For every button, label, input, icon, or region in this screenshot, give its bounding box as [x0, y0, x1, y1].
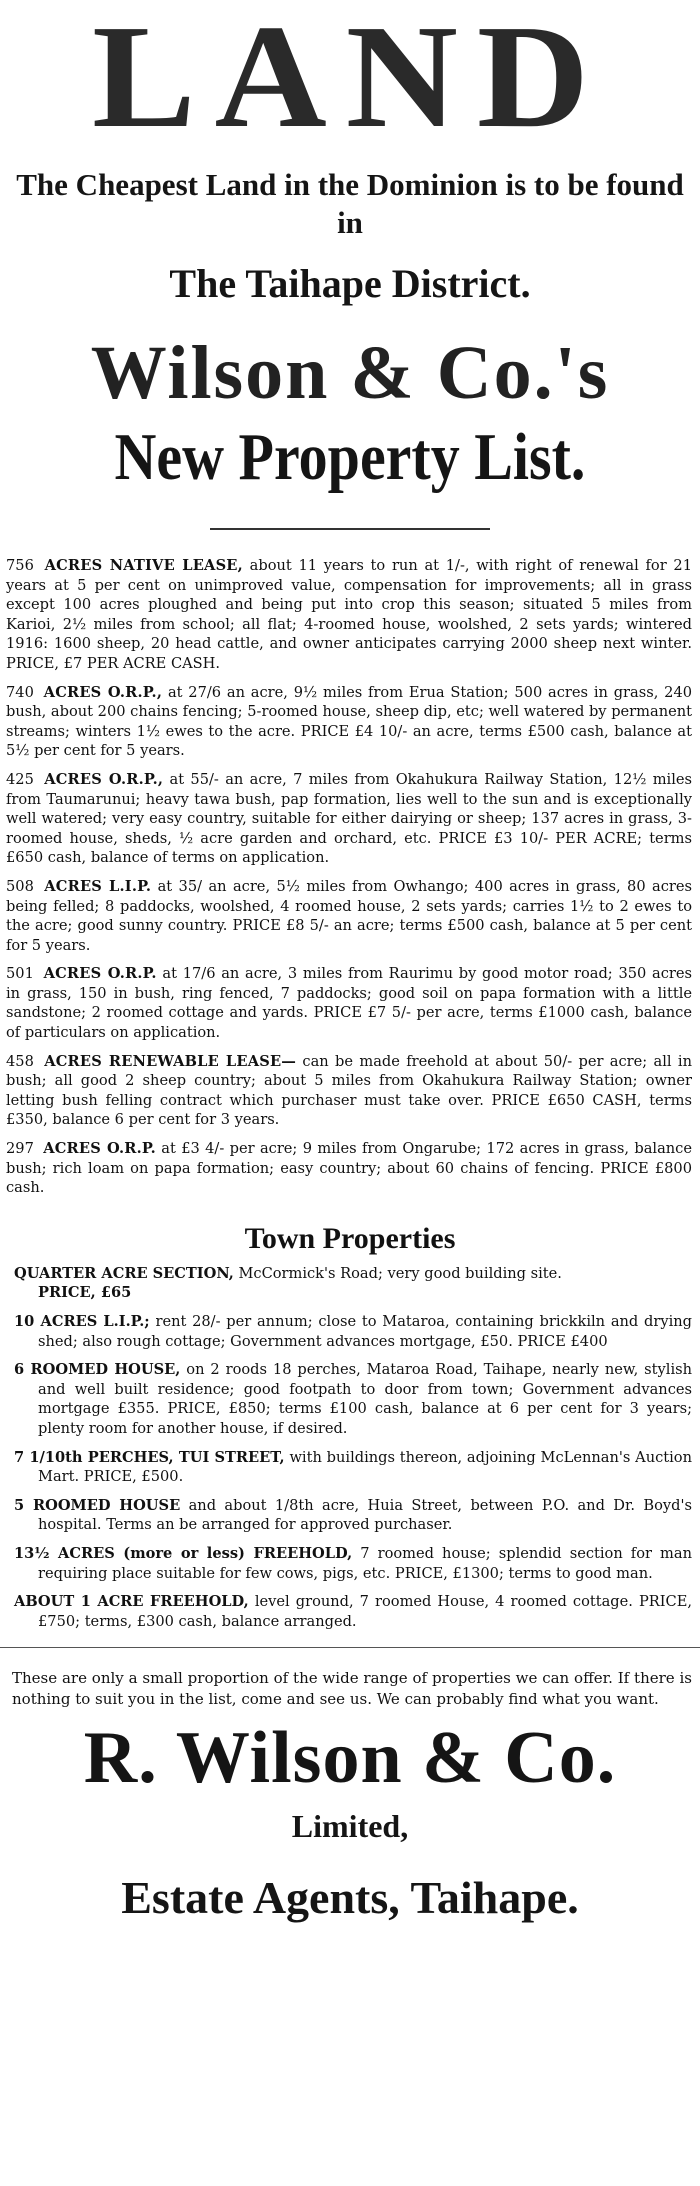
closing-text: These are only a small proportion of the wide range of properties we can offer. If there is nothing to suit you in the list, come and see us. We can probably find what you want.: [12, 1669, 692, 1709]
list-item: [6, 1360, 692, 1438]
listing-text: rent 28/- per annum; close to Mataroa, containing brickkiln and drying shed; also rough cottage; Government advances mortgage, £50. PRICE £400: [38, 1313, 692, 1350]
divider: [210, 528, 490, 530]
listing-text: at 55/- an acre, 7 miles from Okahukura Railway Station, 12½ miles from Taumarunui; heavy tawa bush, pap formation, lies well to the sun and is exceptionally well watered; very easy country, suitable for either dairying or sheep; 137 acres in grass, 3- roomed house, sheds, ½ acre garden and orchard, etc. PRICE £3 10/- PER ACRE; terms £650 cash, balance of terms on application.: [6, 770, 693, 867]
listing-lead: QUARTER ACRE SECTION,: [14, 1264, 234, 1282]
listing-text: at 27/6 an acre, 9½ miles from Erua Station; 500 acres in grass, 240 bush, about 200 chains fencing; 5-roomed house, sheep dip, etc; well watered by permanent streams; winters 1½ ewes to the acre. PRICE £4 10/- an acre, terms £500 cash, balance at 5½ per cent for 5 years.: [6, 683, 693, 760]
list-title: New Property List.: [114, 419, 586, 494]
listing-text: and about 1/8th acre, Huia Street, between P.O. and Dr. Boyd's hospital. Terms an be arranged for approved purchaser.: [38, 1496, 692, 1534]
listing-lead: 10 ACRES L.I.P.;: [14, 1313, 150, 1330]
list-item: [6, 964, 692, 1042]
listing-number: 756: [6, 557, 34, 574]
agent-name: R. Wilson & Co.: [83, 1717, 617, 1800]
town-listings: [0, 1264, 700, 1632]
listing-number: 508: [6, 877, 34, 895]
listing-lead: ACRES NATIVE LEASE,: [44, 557, 243, 574]
list-item: [6, 877, 692, 955]
list-item: [6, 1312, 692, 1351]
listing-lead: ACRES O.R.P.: [43, 1140, 156, 1158]
listing-number: 458: [6, 1052, 34, 1070]
listing-lead: ACRES O.R.P.,: [43, 683, 163, 701]
listing-lead: ACRES RENEWABLE LEASE—: [44, 1052, 297, 1070]
listing-text: level ground, 7 roomed House, 4 roomed cottage. PRICE, £750; terms, £300 cash, balance arranged.: [38, 1593, 693, 1630]
agent-limited: Limited,: [291, 1808, 409, 1845]
list-item: [6, 1496, 692, 1535]
listing-number: 740: [6, 683, 34, 701]
listing-lead: ABOUT 1 ACRE FREEHOLD,: [14, 1593, 249, 1611]
list-item: [6, 1264, 692, 1303]
listing-number: 425: [6, 770, 34, 788]
listing-text: at 35/ an acre, 5½ miles from Owhango; 400 acres in grass, 80 acres being felled; 8 paddocks, woolshed, 4 roomed house, 2 sets yards; carries 1½ to 2 ewes to the acre; good sunny country. PRICE £8 5/- an acre; terms £500 cash, balance at 5 per cent for 5 years.: [6, 877, 693, 954]
listing-lead: ACRES O.R.P.: [43, 965, 157, 983]
list-item: [6, 770, 692, 868]
property-listings: [0, 556, 700, 1198]
main-title: LAND: [92, 0, 608, 159]
firm-name: Wilson & Co.'s: [90, 331, 610, 415]
listing-lead: ACRES O.R.P.,: [44, 770, 164, 788]
list-item: [6, 556, 692, 674]
listing-lead: 13½ ACRES (more or less) FREEHOLD,: [14, 1544, 353, 1562]
listing-lead: 5 ROOMED HOUSE: [14, 1496, 181, 1514]
listing-text: McCormick's Road; very good building site.: [238, 1264, 562, 1282]
listing-text: at £3 4/- per acre; 9 miles from Ongarube; 172 acres in grass, balance bush; rich loam on papa formation; easy country; about 60 chains of fencing. PRICE £800 cash.: [6, 1140, 692, 1197]
town-properties-heading: Town Properties: [244, 1221, 456, 1255]
district-heading: The Taihape District.: [169, 261, 531, 306]
listing-text: 7 roomed house; splendid section for man requiring place suitable for few cows, pigs, etc. PRICE, £1300; terms to good man.: [38, 1544, 692, 1582]
listing-number: 501: [6, 965, 34, 983]
listing-price: PRICE, £65: [38, 1284, 132, 1302]
listing-number: 297: [6, 1140, 34, 1158]
list-item: [6, 1052, 692, 1130]
listing-text: with buildings thereon, adjoining McLennan's Auction Mart. PRICE, £500.: [38, 1448, 692, 1486]
agent-location: Estate Agents, Taihape.: [121, 1872, 579, 1924]
list-item: [6, 1139, 692, 1198]
listing-text: about 11 years to run at 1/-, with right of renewal for 21 years at 5 per cent on unimproved value, compensation for improvements; all in grass except 100 acres ploughed and being put into crop this season; situated 5 miles from Karioi, 2½ miles from school; all flat; 4-roomed house, woolshed, 2 sets yards; wintered 1916: 1600 sheep, 20 head cattle, and owner anticipates carrying 2000 sheep next winter. PRICE, £7 PER ACRE CASH.: [6, 557, 692, 672]
listing-lead: 6 ROOMED HOUSE,: [14, 1361, 181, 1379]
listing-lead: 7 1/10th PERCHES, TUI STREET,: [14, 1448, 285, 1466]
listing-lead: ACRES L.I.P.: [44, 877, 152, 895]
listing-text: at 17/6 an acre, 3 miles from Raurimu by good motor road; 350 acres in grass, 150 in bush, ring fenced, 7 paddocks; good soil on papa formation with a little sandstone; 2 roomed cottage and yards. PRICE £7 5/- per acre, terms £1000 cash, balance of particulars on application.: [6, 965, 693, 1042]
intro-text: The Cheapest Land in the Dominion is to be found in: [16, 167, 684, 240]
list-item: [6, 1592, 692, 1631]
list-item: [6, 1448, 692, 1487]
divider: [0, 1647, 700, 1648]
list-item: [6, 1544, 692, 1583]
list-item: [6, 683, 692, 761]
listing-text: on 2 roods 18 perches, Mataroa Road, Taihape, nearly new, stylish and well built residence; good footpath to door from town; Government advances mortgage £355. PRICE, £850; terms £100 cash, balance at 6 per cent for 3 years; plenty room for another house, if desired.: [38, 1361, 692, 1437]
listing-text: can be made freehold at about 50/- per acre; all in bush; all good 2 sheep country; about 5 miles from Okahukura Railway Station; owner letting bush felling contract which purchaser must take over. PRICE £650 CASH, terms £350, balance 6 per cent for 3 years.: [6, 1052, 692, 1129]
